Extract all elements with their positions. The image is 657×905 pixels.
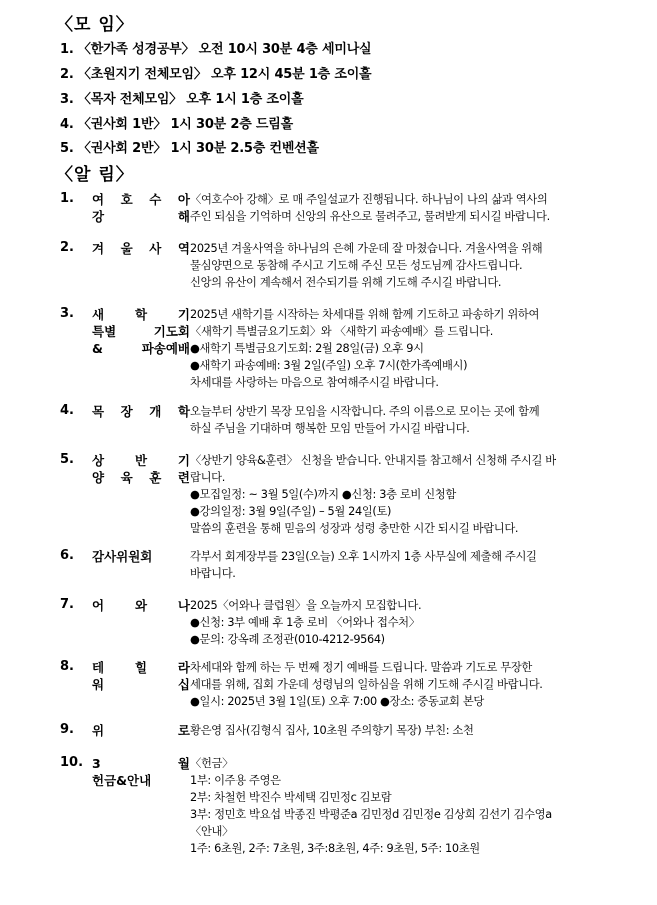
announcement-line: 〈헌금〉 bbox=[190, 757, 234, 770]
meeting-item: 2. 〈초원지기 전체모임〉 오후 12시 45분 1층 조이홀 bbox=[60, 67, 372, 82]
announcement-heading bbox=[92, 240, 190, 257]
announcement-line: 〈안내〉 bbox=[190, 825, 234, 838]
announcement-line: 차세대를 사랑하는 마음으로 참여해주시길 바랍니다. bbox=[190, 376, 439, 389]
announcement-number: 3. bbox=[60, 306, 74, 321]
announcement-heading bbox=[92, 403, 190, 420]
announcement-line: 물심양면으로 동참해 주시고 기도해 주신 모든 성도님께 감사드립니다. bbox=[190, 259, 523, 272]
announcement-number: 6. bbox=[60, 548, 74, 563]
announcement-line: ●신청: 3부 예배 후 1층 로비 〈어와나 접수처〉 bbox=[190, 616, 420, 629]
announcement-line: 주인 되심을 기억하며 신앙의 유산으로 물려주고, 물려받게 되시길 바랍니다. bbox=[190, 210, 550, 223]
announcement-body bbox=[190, 597, 600, 648]
announcement-line: 〈여호수아 강해〉로 매 주일설교가 진행됩니다. 하나님이 나의 삶과 역사의 bbox=[190, 193, 548, 206]
announcement-heading bbox=[92, 755, 190, 789]
meeting-item: 1. 〈한가족 성경공부〉 오전 10시 30분 4층 세미나실 bbox=[60, 42, 372, 57]
announcement-heading-line: 위 로 bbox=[92, 723, 190, 738]
announcement-line: 1주: 6초원, 2주: 7초원, 3주:8초원, 4주: 9초원, 5주: 10초원 bbox=[190, 842, 480, 855]
announcement-heading-line: 목 장 개 학 bbox=[92, 404, 190, 419]
announcements-title: 〈알 림〉 bbox=[56, 165, 134, 185]
announcement-line: 2025〈어와나 클럽원〉을 오늘까지 모집합니다. bbox=[190, 599, 422, 612]
announcement-body bbox=[190, 755, 600, 857]
announcement-heading bbox=[92, 306, 190, 357]
announcement-line: 오늘부터 상반기 목장 모임을 시작합니다. 주의 이름으로 모이는 곳에 함께 bbox=[190, 405, 540, 418]
announcement-body bbox=[190, 452, 600, 537]
announcement-line: 황은영 집사(김형식 집사, 10초원 주의향기 목장) 부친: 소천 bbox=[190, 724, 474, 737]
announcement-number: 10. bbox=[60, 755, 84, 770]
announcement-line: 바랍니다. bbox=[190, 567, 236, 580]
announcement-number: 7. bbox=[60, 597, 74, 612]
announcement-line: 세대를 위해, 집회 가운데 성령님의 일하심을 위해 기도해 주시길 바랍니다. bbox=[190, 678, 543, 691]
announcement-heading bbox=[92, 659, 190, 693]
announcement-heading-line: 어 와 나 bbox=[92, 598, 190, 613]
announcement-line: ●일시: 2025년 3월 1일(토) 오후 7:00 ●장소: 중동교회 본당 bbox=[190, 695, 484, 708]
meeting-item: 3. 〈목자 전체모임〉 오후 1시 1층 조이홀 bbox=[60, 92, 304, 107]
announcement-line: ●문의: 강옥례 조정관(010-4212-9564) bbox=[190, 633, 385, 646]
announcement-line: 〈새학기 특별금요기도회〉와 〈새학기 파송예배〉를 드립니다. bbox=[190, 325, 493, 338]
announcement-number: 2. bbox=[60, 240, 74, 255]
announcement-heading bbox=[92, 548, 190, 565]
announcement-line: 2025년 겨울사역을 하나님의 은혜 가운데 잘 마쳤습니다. 겨울사역을 위해 bbox=[190, 242, 543, 255]
announcement-line: 〈상반기 양육&훈련〉 신청을 받습니다. 안내지를 참고해서 신청해 주시길 바 bbox=[190, 454, 556, 467]
announcement-line: ●새학기 파송예배: 3월 2일(주일) 오후 7시(한가족예배시) bbox=[190, 359, 468, 372]
meetings-title: 〈모 임〉 bbox=[56, 15, 134, 35]
announcement-heading bbox=[92, 191, 190, 225]
announcement-number: 5. bbox=[60, 452, 74, 467]
announcement-heading-line: 겨 울 사 역 bbox=[92, 241, 190, 256]
announcement-line: ●모집일정: ~ 3월 5일(수)까지 ●신청: 3층 로비 신청함 bbox=[190, 488, 456, 501]
meeting-item: 4. 〈권사회 1반〉 1시 30분 2층 드림홀 bbox=[60, 117, 293, 132]
announcement-number: 9. bbox=[60, 722, 74, 737]
announcement-body bbox=[190, 191, 600, 225]
announcement-line: 차세대와 함께 하는 두 번째 정기 예배를 드립니다. 말씀과 기도로 무장한 bbox=[190, 661, 532, 674]
announcement-heading-line: 감사위원회 bbox=[92, 549, 153, 564]
announcement-number: 8. bbox=[60, 659, 74, 674]
announcement-line: ●강의일정: 3월 9일(주일) – 5월 24일(토) bbox=[190, 505, 392, 518]
announcement-line: 신앙의 유산이 계속해서 전수되기를 위해 기도해 주시길 바랍니다. bbox=[190, 276, 502, 289]
announcement-body bbox=[190, 403, 600, 437]
announcement-heading-line: 헌금&안내 bbox=[92, 773, 152, 788]
announcement-heading bbox=[92, 452, 190, 486]
announcement-body bbox=[190, 659, 600, 710]
announcement-line: 2025년 새학기를 시작하는 차세대를 위해 함께 기도하고 파송하기 위하여 bbox=[190, 308, 540, 321]
announcement-heading-line: 3 월 bbox=[92, 756, 190, 771]
announcement-line: ●새학기 특별금요기도회: 2월 28일(금) 오후 9시 bbox=[190, 342, 424, 355]
announcement-number: 4. bbox=[60, 403, 74, 418]
announcement-body bbox=[190, 306, 600, 391]
announcement-body bbox=[190, 722, 600, 739]
announcement-heading-line: & 파송예배 bbox=[92, 341, 190, 356]
announcement-body bbox=[190, 548, 600, 582]
announcement-heading-line: 테 힐 라 bbox=[92, 660, 190, 675]
announcement-line: 각부서 회계장부를 23일(오늘) 오후 1시까지 1층 사무실에 제출해 주시길 bbox=[190, 550, 537, 563]
announcement-heading bbox=[92, 722, 190, 739]
announcement-heading-line: 상 반 기 bbox=[92, 453, 190, 468]
announcement-line: 하실 주님을 기대하며 행복한 모임 만들어 가시길 바랍니다. bbox=[190, 422, 470, 435]
announcement-heading-line: 강 해 bbox=[92, 209, 190, 224]
announcement-heading-line: 특별 기도회 bbox=[92, 324, 190, 339]
announcement-heading-line: 워 십 bbox=[92, 677, 190, 692]
announcement-line: 랍니다. bbox=[190, 471, 225, 484]
announcement-line: 3부: 정민호 박요섭 박종진 박평준a 김민정d 김민정e 김상희 김선기 김수영a bbox=[190, 808, 552, 821]
announcement-heading-line: 양 육 훈 련 bbox=[92, 470, 190, 485]
meeting-item: 5. 〈권사회 2반〉 1시 30분 2.5층 컨벤션홀 bbox=[60, 141, 319, 156]
announcement-heading-line: 새 학 기 bbox=[92, 307, 190, 322]
announcement-body bbox=[190, 240, 600, 291]
announcement-line: 1부: 이주용 주영은 bbox=[190, 774, 281, 787]
announcement-line: 말씀의 훈련을 통해 믿음의 성장과 성령 충만한 시간 되시길 바랍니다. bbox=[190, 522, 519, 535]
announcement-heading bbox=[92, 597, 190, 614]
announcement-line: 2부: 차철헌 박진수 박세택 김민정c 김보람 bbox=[190, 791, 392, 804]
announcement-number: 1. bbox=[60, 191, 74, 206]
announcement-heading-line: 여 호 수 아 bbox=[92, 192, 190, 207]
